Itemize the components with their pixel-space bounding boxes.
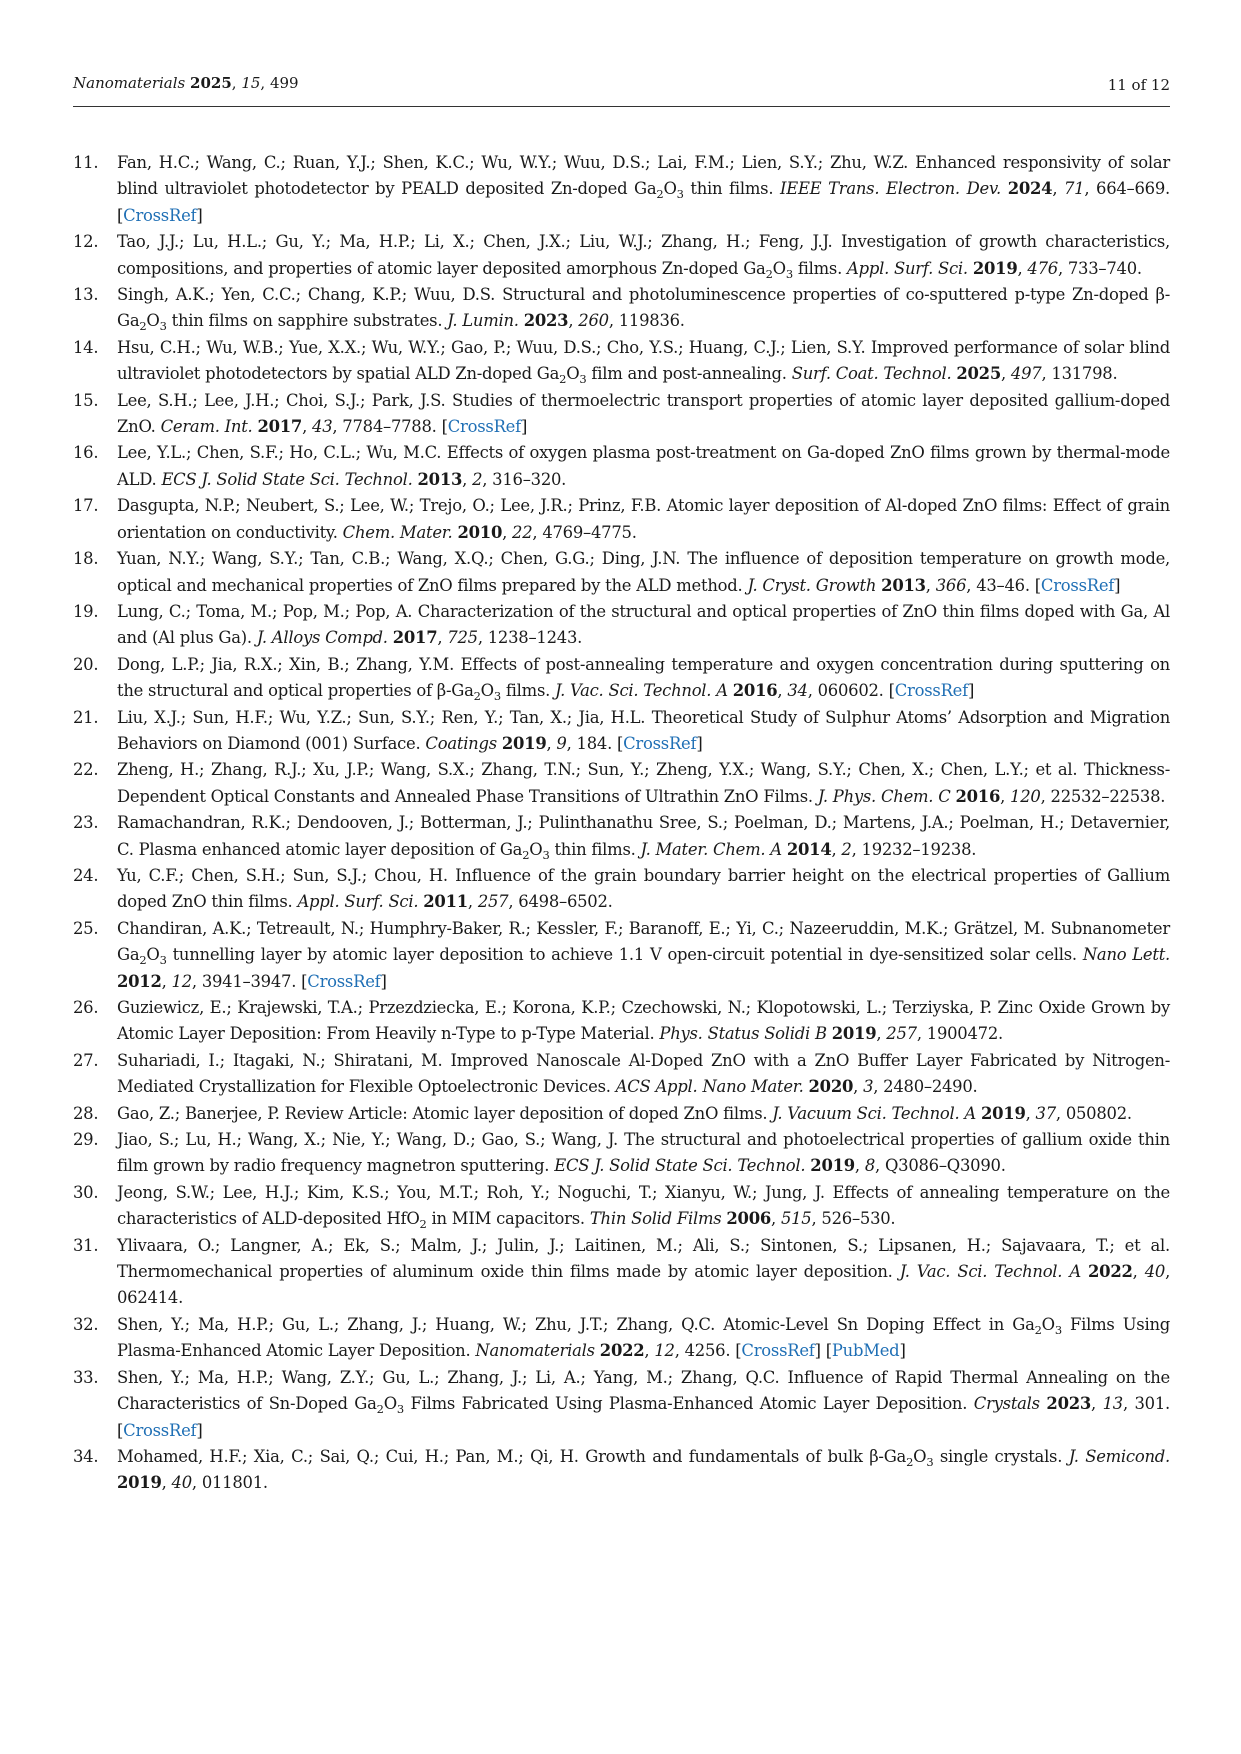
subscript: 3 bbox=[579, 372, 587, 387]
reference-text: Dasgupta, N.P.; Neubert, S.; Lee, W.; Trejo, O.; Lee, J.R.; Prinz, F.B. Atomic layer deposition of Al-doped ZnO films: Effect of grain orientation on conductivity. Chem. Mater. 2010, 22, 4769–4775. bbox=[117, 496, 1170, 542]
subscript: 2 bbox=[139, 319, 147, 334]
reference-journal: ECS J. Solid State Sci. Technol. bbox=[554, 1156, 806, 1176]
reference-authors: Zheng, H.; Zhang, R.J.; Xu, J.P.; Wang, S.X.; Zhang, T.N.; Sun, Y.; Zheng, Y.X.; Wang, S.Y.; Chen, X.; Chen, L.Y.; et al. bbox=[117, 760, 1078, 780]
reference-journal: J. Lumin. bbox=[447, 311, 519, 331]
reference-journal: ECS J. Solid State Sci. Technol. bbox=[161, 469, 413, 489]
reference-volume: 257 bbox=[477, 892, 509, 912]
reference-text: Suhariadi, I.; Itagaki, N.; Shiratani, M. Improved Nanoscale Al-Doped ZnO with a ZnO Buffer Layer Fabricated by Nitrogen-Mediated Crystallization for Flexible Optoelectronic Devices. ACS Appl. Nano Mater. 2020, 3, 2480–2490. bbox=[117, 1050, 1170, 1097]
reference-text: Shen, Y.; Ma, H.P.; Wang, Z.Y.; Gu, L.; Zhang, J.; Li, A.; Yang, M.; Zhang, Q.C. Influence of Rapid Thermal Annealing on the Characteristics of Sn-Doped $Ga_2O_3$ Films Fabricated Using Plasma-Enhanced Atomic Layer Deposition. Crystals 2023, 13, 301. [CrossRef] bbox=[117, 1367, 1170, 1440]
reference-journal: Nano Lett. bbox=[1082, 945, 1170, 965]
reference-number: 29. bbox=[73, 1130, 99, 1150]
reference-authors: Ylivaara, O.; Langner, A.; Ek, S.; Malm, J.; Julin, J.; Laitinen, M.; Ali, S.; Sintonen, S.; Lipsanen, H.; Sajavaara, T.; et al. bbox=[117, 1235, 1170, 1255]
reference-volume: 725 bbox=[447, 628, 478, 648]
reference-title: Structural and photoluminescence properties of co-sputtered p-type Zn-doped $\beta-Ga_2O_3$ thin films on sapphire substrates. bbox=[117, 285, 1170, 334]
reference-number: 30. bbox=[73, 1182, 99, 1202]
crossref-link[interactable]: CrossRef bbox=[123, 205, 197, 225]
reference-authors: Shen, Y.; Ma, H.P.; Wang, Z.Y.; Gu, L.; Zhang, J.; Li, A.; Yang, M.; Zhang, Q.C. bbox=[117, 1367, 780, 1387]
reference-pages: 4256. bbox=[684, 1341, 731, 1361]
reference-authors: Yu, C.F.; Chen, S.H.; Sun, S.J.; Chou, H. bbox=[117, 865, 448, 885]
reference-journal: ACS Appl. Nano Mater. bbox=[615, 1077, 804, 1097]
reference-year: 2019 bbox=[972, 258, 1018, 278]
reference-title: Atomic layer deposition of Al-doped ZnO films: Effect of grain orientation on conductivity. bbox=[117, 496, 1170, 542]
reference-year: 2006 bbox=[726, 1209, 772, 1229]
page-number: 11 of 12 bbox=[1107, 76, 1170, 94]
crossref-link[interactable]: CrossRef bbox=[123, 1420, 197, 1440]
subscript: 3 bbox=[396, 1402, 404, 1417]
reference-year: 2022 bbox=[599, 1341, 645, 1361]
reference-number: 19. bbox=[73, 601, 99, 621]
reference-number: 17. bbox=[73, 496, 99, 516]
journal-name: Nanomaterials bbox=[73, 74, 186, 92]
reference-pages: 1900472. bbox=[926, 1024, 1003, 1044]
subscript: 2 bbox=[376, 1402, 384, 1417]
reference-item bbox=[73, 1444, 1170, 1497]
reference-year: 2014 bbox=[786, 839, 832, 859]
reference-journal: Surf. Coat. Technol. bbox=[791, 364, 952, 384]
reference-list bbox=[73, 150, 1170, 1497]
reference-year: 2023 bbox=[523, 311, 569, 331]
reference-pages: Q3086–Q3090. bbox=[884, 1156, 1006, 1176]
reference-text: Ramachandran, R.K.; Dendooven, J.; Botterman, J.; Pulinthanathu Sree, S.; Poelman, D.; Martens, J.A.; Poelman, H.; Detavernier, C. Plasma enhanced atomic layer deposition of $Ga_2O_3$ thin films. J. Mater. Chem. A 2014, 2, 19232–19238. bbox=[117, 813, 1170, 862]
reference-title: Zinc Oxide Grown by Atomic Layer Deposition: From Heavily n-Type to p-Type Material. bbox=[117, 998, 1170, 1044]
subscript: 3 bbox=[785, 266, 793, 281]
reference-volume: 476 bbox=[1027, 258, 1058, 278]
reference-title: Enhanced responsivity of solar blind ultraviolet photodetector by PEALD deposited Zn-doped $Ga_2O_3$ thin films. bbox=[117, 153, 1170, 202]
reference-item bbox=[73, 1101, 1170, 1127]
reference-authors: Lee, Y.L.; Chen, S.F.; Ho, C.L.; Wu, M.C. bbox=[117, 443, 442, 463]
reference-authors: Singh, A.K.; Yen, C.C.; Chang, K.P.; Wuu, D.S. bbox=[117, 285, 496, 305]
reference-title: The influence of deposition temperature on growth mode, optical and mechanical properties of ZnO films prepared by the ALD method. bbox=[117, 549, 1170, 595]
reference-title: Effects of oxygen plasma post-treatment on Ga-doped ZnO films grown by thermal-mode ALD. bbox=[117, 443, 1171, 489]
reference-title: Thickness-Dependent Optical Constants and Annealed Phase Transitions of Ultrathin ZnO Films. bbox=[117, 760, 1170, 806]
reference-item bbox=[73, 1233, 1170, 1312]
reference-item bbox=[73, 282, 1170, 335]
reference-item bbox=[73, 493, 1170, 546]
reference-pages: 119836. bbox=[618, 311, 685, 331]
reference-text: Zheng, H.; Zhang, R.J.; Xu, J.P.; Wang, S.X.; Zhang, T.N.; Sun, Y.; Zheng, Y.X.; Wang, S.Y.; Chen, X.; Chen, L.Y.; et al. Thickness-Dependent Optical Constants and Annealed Phase Transitions of Ultrathin ZnO Films. J. Phys. Chem. C 2016, 120, 22532–22538. bbox=[117, 760, 1170, 806]
reference-number: 12. bbox=[73, 232, 99, 252]
reference-year: 2022 bbox=[1088, 1262, 1133, 1282]
reference-item bbox=[73, 810, 1170, 863]
reference-year: 2020 bbox=[808, 1077, 854, 1097]
reference-pages: 43–46. bbox=[976, 575, 1030, 595]
reference-year: 2019 bbox=[980, 1103, 1026, 1123]
reference-pages: 2480–2490. bbox=[883, 1077, 978, 1097]
reference-year: 2019 bbox=[810, 1156, 855, 1176]
reference-title: Review Article: Atomic layer deposition of doped ZnO films. bbox=[284, 1103, 768, 1123]
reference-year: 2012 bbox=[117, 971, 162, 991]
reference-pages: 131798. bbox=[1051, 364, 1118, 384]
reference-journal: J. Cryst. Growth bbox=[747, 575, 877, 595]
reference-volume: 43 bbox=[312, 417, 333, 437]
reference-pages: 301. bbox=[1134, 1394, 1170, 1414]
reference-number: 18. bbox=[73, 549, 99, 569]
reference-volume: 12 bbox=[654, 1341, 675, 1361]
crossref-link[interactable]: CrossRef bbox=[447, 417, 521, 437]
reference-number: 32. bbox=[73, 1314, 99, 1334]
subscript: 3 bbox=[493, 689, 501, 704]
reference-item bbox=[73, 705, 1170, 758]
reference-number: 21. bbox=[73, 707, 99, 727]
reference-authors: Jeong, S.W.; Lee, H.J.; Kim, K.S.; You, M.T.; Roh, Y.; Noguchi, T.; Xianyu, W.; Jung, J. bbox=[117, 1182, 825, 1202]
subscript: 2 bbox=[906, 1454, 914, 1469]
reference-authors: Ramachandran, R.K.; Dendooven, J.; Botterman, J.; Pulinthanathu Sree, S.; Poelman, D.; Martens, J.A.; Poelman, H.; Detavernier, C. bbox=[117, 813, 1170, 859]
crossref-link[interactable]: CrossRef bbox=[741, 1341, 815, 1361]
reference-number: 26. bbox=[73, 998, 99, 1017]
reference-volume: 515 bbox=[780, 1209, 812, 1229]
journal-volume: 15 bbox=[241, 74, 261, 92]
subscript: 3 bbox=[926, 1454, 934, 1469]
reference-volume: 34 bbox=[787, 681, 808, 701]
reference-authors: Fan, H.C.; Wang, C.; Ruan, Y.J.; Shen, K.C.; Wu, W.Y.; Wuu, D.S.; Lai, F.M.; Lien, S.Y.; Zhu, W.Z. bbox=[117, 153, 909, 172]
subscript: 2 bbox=[473, 689, 481, 704]
reference-authors: Hsu, C.H.; Wu, W.B.; Yue, X.X.; Wu, W.Y.; Gao, P.; Wuu, D.S.; Cho, Y.S.; Huang, C.J.; Lien, S.Y. bbox=[117, 337, 866, 357]
reference-item bbox=[73, 1312, 1170, 1365]
reference-number: 13. bbox=[73, 285, 99, 305]
reference-volume: 71 bbox=[1063, 179, 1085, 199]
reference-item bbox=[73, 916, 1170, 995]
reference-journal: Coatings bbox=[425, 733, 497, 753]
reference-journal: Ceram. Int. bbox=[160, 417, 253, 437]
reference-number: 25. bbox=[73, 918, 99, 938]
reference-journal: J. Vac. Sci. Technol. A bbox=[899, 1262, 1081, 1282]
reference-text: Guziewicz, E.; Krajewski, T.A.; Przezdziecka, E.; Korona, K.P.; Czechowski, N.; Klopotowski, L.; Terziyska, P. Zinc Oxide Grown by Atomic Layer Deposition: From Heavily n-Type to p-Type Material. Phys. Status Solidi B 2019, 257, 1900472. bbox=[117, 998, 1170, 1044]
reference-volume: 40 bbox=[1144, 1262, 1166, 1282]
reference-year: 2017 bbox=[257, 417, 303, 437]
reference-number: 34. bbox=[73, 1446, 99, 1466]
reference-number: 14. bbox=[73, 337, 99, 357]
reference-title: Growth and fundamentals of bulk $\beta-Ga_2O_3$ single crystals. bbox=[585, 1446, 1063, 1469]
reference-pages: 526–530. bbox=[821, 1209, 896, 1229]
reference-pages: 19232–19238. bbox=[861, 839, 977, 859]
reference-title: Theoretical Study of Sulphur Atoms’ Adsorption and Migration Behaviors on Diamond (001) Surface. bbox=[117, 707, 1170, 753]
reference-authors: Suhariadi, I.; Itagaki, N.; Shiratani, M. bbox=[117, 1050, 443, 1070]
reference-authors: Yuan, N.Y.; Wang, S.Y.; Tan, C.B.; Wang, X.Q.; Chen, G.G.; Ding, J.N. bbox=[117, 549, 681, 569]
reference-item bbox=[73, 335, 1170, 388]
subscript: 3 bbox=[542, 847, 550, 862]
reference-year: 2019 bbox=[117, 1473, 162, 1493]
reference-year: 2019 bbox=[501, 733, 547, 753]
reference-volume: 3 bbox=[863, 1077, 874, 1097]
reference-pages: 733–740. bbox=[1067, 258, 1142, 278]
reference-text: Tao, J.J.; Lu, H.L.; Gu, Y.; Ma, H.P.; Li, X.; Chen, J.X.; Liu, W.J.; Zhang, H.; Feng, J.J. Investigation of growth characteristics, compositions, and properties of atomic layer deposited amorphous Zn-doped $Ga_2O_3$ films. Appl. Surf. Sci. 2019, 476, 733–740. bbox=[117, 232, 1170, 281]
reference-item bbox=[73, 1365, 1170, 1444]
reference-pages: 184. bbox=[576, 733, 613, 753]
reference-text: Yuan, N.Y.; Wang, S.Y.; Tan, C.B.; Wang, X.Q.; Chen, G.G.; Ding, J.N. The influence of deposition temperature on growth mode, optical and mechanical properties of ZnO films prepared by the ALD method. J. Cryst. Growth 2013, 366, 43–46. [CrossRef] bbox=[117, 549, 1170, 595]
reference-text: Liu, X.J.; Sun, H.F.; Wu, Y.Z.; Sun, S.Y.; Ren, Y.; Tan, X.; Jia, H.L. Theoretical Study of Sulphur Atoms’ Adsorption and Migration Behaviors on Diamond (001) Surface. Coatings 2019, 9, 184. [CrossRef] bbox=[117, 707, 1170, 753]
subscript: 2 bbox=[522, 847, 530, 862]
reference-year: 2011 bbox=[423, 892, 468, 912]
subscript: 3 bbox=[159, 953, 167, 968]
reference-volume: 37 bbox=[1035, 1103, 1056, 1123]
reference-title: Thermomechanical properties of aluminum oxide thin films made by atomic layer deposition. bbox=[117, 1262, 893, 1282]
journal-year: 2025 bbox=[190, 74, 232, 92]
reference-year: 2016 bbox=[732, 681, 778, 701]
reference-journal: Appl. Surf. Sci. bbox=[297, 892, 419, 912]
reference-item bbox=[73, 388, 1170, 441]
subscript: 2 bbox=[419, 1217, 427, 1232]
reference-number: 11. bbox=[73, 153, 99, 172]
reference-text: Jeong, S.W.; Lee, H.J.; Kim, K.S.; You, M.T.; Roh, Y.; Noguchi, T.; Xianyu, W.; Jung, J. Effects of annealing temperature on the characteristics of ALD-deposited HfO$_2$ in MIM capacitors. Thin Solid Films 2006, 515, 526–530. bbox=[117, 1182, 1170, 1232]
reference-volume: 9 bbox=[556, 733, 567, 753]
reference-title: Studies of thermoelectric transport properties of atomic layer deposited gallium-doped ZnO. bbox=[117, 390, 1171, 437]
reference-title: Investigation of growth characteristics, compositions, and properties of atomic layer deposited amorphous Zn-doped $Ga_2O_3$ films. bbox=[117, 232, 1170, 281]
reference-authors: Chandiran, A.K.; Tetreault, N.; Humphry-Baker, R.; Kessler, F.; Baranoff, E.; Yi, C.; Nazeeruddin, M.K.; Grätzel, M. bbox=[117, 918, 1046, 938]
crossref-link[interactable]: CrossRef bbox=[307, 971, 381, 991]
reference-number: 27. bbox=[73, 1050, 99, 1070]
reference-number: 15. bbox=[73, 390, 99, 410]
reference-number: 33. bbox=[73, 1367, 99, 1387]
reference-authors: Gao, Z.; Banerjee, P. bbox=[117, 1103, 280, 1123]
reference-journal: Thin Solid Films bbox=[589, 1209, 722, 1229]
running-header bbox=[73, 70, 1170, 107]
reference-year: 2019 bbox=[831, 1024, 877, 1044]
reference-number: 20. bbox=[73, 654, 99, 674]
reference-text: Mohamed, H.F.; Xia, C.; Sai, Q.; Cui, H.; Pan, M.; Qi, H. Growth and fundamentals of bulk $\beta-Ga_2O_3$ single crystals. J. Semicond. 2019, 40, 011801. bbox=[117, 1446, 1170, 1493]
reference-journal: Phys. Status Solidi B bbox=[659, 1024, 827, 1044]
reference-authors: Lung, C.; Toma, M.; Pop, M.; Pop, A. bbox=[117, 601, 413, 621]
reference-pages: 062414. bbox=[117, 1288, 184, 1308]
reference-item bbox=[73, 995, 1170, 1048]
reference-pages: 6498–6502. bbox=[518, 892, 613, 912]
reference-text: Dong, L.P.; Jia, R.X.; Xin, B.; Zhang, Y.M. Effects of post-annealing temperature and oxygen concentration during sputtering on the structural and optical properties of $\beta-Ga_2O_3$ films. J. Vac. Sci. Technol. A 2016, 34, 060602. [CrossRef] bbox=[117, 654, 1170, 704]
reference-volume: 366 bbox=[935, 575, 967, 595]
reference-text: Shen, Y.; Ma, H.P.; Gu, L.; Zhang, J.; Huang, W.; Zhu, J.T.; Zhang, Q.C. Atomic-Level Sn Doping Effect in $Ga_2O_3$ Films Using Plasma-Enhanced Atomic Layer Deposition. Nanomaterials 2022, 12, 4256. [CrossRef] [PubMed] bbox=[117, 1314, 1170, 1361]
reference-title: Atomic-Level Sn Doping Effect in $Ga_2O_3$ Films Using Plasma-Enhanced Atomic Layer Deposition. bbox=[117, 1314, 1170, 1361]
reference-title: Subnanometer $Ga_2O_3$ tunnelling layer by atomic layer deposition to achieve 1.1 V open-circuit potential in dye-sensitized solar cells. bbox=[117, 918, 1170, 968]
reference-text: Lee, S.H.; Lee, J.H.; Choi, S.J.; Park, J.S. Studies of thermoelectric transport properties of atomic layer deposited gallium-doped ZnO. Ceram. Int. 2017, 43, 7784–7788. [CrossRef] bbox=[117, 390, 1171, 437]
reference-title: Improved performance of solar blind ultraviolet photodetectors by spatial ALD Zn-doped $Ga_2O_3$ film and post-annealing. bbox=[117, 337, 1171, 387]
reference-item bbox=[73, 652, 1170, 705]
reference-pages: 22532–22538. bbox=[1050, 786, 1166, 806]
reference-number: 31. bbox=[73, 1235, 99, 1255]
reference-item bbox=[73, 440, 1170, 493]
reference-number: 24. bbox=[73, 865, 99, 885]
subscript: 3 bbox=[159, 319, 167, 334]
subscript: 2 bbox=[765, 266, 773, 281]
reference-year: 2013 bbox=[881, 575, 926, 595]
reference-authors: Mohamed, H.F.; Xia, C.; Sai, Q.; Cui, H.; Pan, M.; Qi, H. bbox=[117, 1446, 579, 1466]
reference-year: 2023 bbox=[1046, 1394, 1092, 1414]
reference-number: 16. bbox=[73, 443, 99, 463]
reference-pages: 060602. bbox=[817, 681, 884, 701]
reference-journal: IEEE Trans. Electron. Dev. bbox=[780, 179, 1001, 199]
reference-journal: J. Vacuum Sci. Technol. A bbox=[772, 1103, 977, 1123]
reference-item bbox=[73, 1180, 1170, 1233]
reference-text: Lee, Y.L.; Chen, S.F.; Ho, C.L.; Wu, M.C. Effects of oxygen plasma post-treatment on Ga-doped ZnO films grown by thermal-mode ALD. ECS J. Solid State Sci. Technol. 2013, 2, 316–320. bbox=[117, 443, 1171, 489]
reference-authors: Dong, L.P.; Jia, R.X.; Xin, B.; Zhang, Y.M. bbox=[117, 654, 455, 674]
reference-number: 23. bbox=[73, 813, 99, 833]
reference-number: 28. bbox=[73, 1103, 99, 1123]
reference-item bbox=[73, 1127, 1170, 1180]
reference-item bbox=[73, 1048, 1170, 1101]
reference-number: 22. bbox=[73, 760, 99, 780]
reference-pages: 011801. bbox=[201, 1473, 268, 1493]
crossref-link[interactable]: CrossRef bbox=[1040, 575, 1115, 595]
reference-volume: 13 bbox=[1102, 1394, 1123, 1414]
reference-title: Effects of annealing temperature on the characteristics of ALD-deposited HfO$_2$ in MIM capacitors. bbox=[117, 1182, 1170, 1232]
subscript: 2 bbox=[1034, 1322, 1042, 1337]
crossref-link[interactable]: CrossRef bbox=[894, 681, 968, 701]
reference-volume: 2 bbox=[841, 839, 852, 859]
reference-text: Jiao, S.; Lu, H.; Wang, X.; Nie, Y.; Wang, D.; Gao, S.; Wang, J. The structural and photoelectrical properties of gallium oxide thin film grown by radio frequency magnetron sputtering. ECS J. Solid State Sci. Technol. 2019, 8, Q3086–Q3090. bbox=[117, 1130, 1170, 1176]
subscript: 2 bbox=[656, 187, 664, 202]
reference-year: 2024 bbox=[1007, 179, 1053, 199]
reference-title: Characterization of the structural and optical properties of ZnO thin films doped with Ga, Al and (Al plus Ga). bbox=[117, 601, 1170, 648]
reference-title: The structural and photoelectrical properties of gallium oxide thin film grown by radio frequency magnetron sputtering. bbox=[117, 1130, 1170, 1176]
reference-journal: J. Alloys Compd. bbox=[256, 628, 388, 648]
reference-authors: Tao, J.J.; Lu, H.L.; Gu, Y.; Ma, H.P.; Li, X.; Chen, J.X.; Liu, W.J.; Zhang, H.; Feng, J.J. bbox=[117, 232, 833, 252]
reference-year: 2010 bbox=[457, 522, 503, 542]
crossref-link[interactable]: CrossRef bbox=[623, 733, 697, 753]
reference-title: Influence of Rapid Thermal Annealing on the Characteristics of Sn-Doped $Ga_2O_3$ Films Fabricated Using Plasma-Enhanced Atomic Layer Deposition. bbox=[117, 1367, 1170, 1417]
reference-year: 2016 bbox=[955, 786, 1001, 806]
reference-year: 2017 bbox=[392, 628, 438, 648]
journal-citation: Nanomaterials 2025, 15, 499 bbox=[73, 74, 299, 92]
reference-item bbox=[73, 599, 1170, 652]
reference-text: Fan, H.C.; Wang, C.; Ruan, Y.J.; Shen, K.C.; Wu, W.Y.; Wuu, D.S.; Lai, F.M.; Lien, S.Y.; Zhu, W.Z. Enhanced responsivity of solar blind ultraviolet photodetector by PEALD deposited Zn-doped $Ga_2O_3$ thin films. IEEE Trans. Electron. Dev. 2024, 71, 664–669. [CrossRef] bbox=[117, 153, 1170, 225]
reference-title: Plasma enhanced atomic layer deposition of $Ga_2O_3$ thin films. bbox=[138, 839, 636, 862]
reference-journal: Chem. Mater. bbox=[342, 522, 453, 542]
reference-authors: Shen, Y.; Ma, H.P.; Gu, L.; Zhang, J.; Huang, W.; Zhu, J.T.; Zhang, Q.C. bbox=[117, 1314, 716, 1334]
reference-title: Effects of post-annealing temperature and oxygen concentration during sputtering on the structural and optical properties of $\beta-Ga_2O_3$ films. bbox=[117, 654, 1170, 704]
subscript: 2 bbox=[559, 372, 567, 387]
reference-item bbox=[73, 150, 1170, 229]
reference-authors: Guziewicz, E.; Krajewski, T.A.; Przezdziecka, E.; Korona, K.P.; Czechowski, N.; Klopotowski, L.; Terziyska, P. bbox=[117, 998, 992, 1017]
reference-text: Lung, C.; Toma, M.; Pop, M.; Pop, A. Characterization of the structural and optical properties of ZnO thin films doped with Ga, Al and (Al plus Ga). J. Alloys Compd. 2017, 725, 1238–1243. bbox=[117, 601, 1170, 648]
reference-item bbox=[73, 757, 1170, 810]
reference-year: 2013 bbox=[417, 469, 463, 489]
reference-year: 2025 bbox=[956, 364, 1001, 384]
subscript: 3 bbox=[1054, 1322, 1062, 1337]
reference-title: Improved Nanoscale Al-Doped ZnO with a ZnO Buffer Layer Fabricated by Nitrogen-Mediated Crystallization for Flexible Optoelectronic Devices. bbox=[117, 1050, 1170, 1097]
reference-item bbox=[73, 546, 1170, 599]
reference-volume: 260 bbox=[578, 311, 609, 331]
reference-text: Chandiran, A.K.; Tetreault, N.; Humphry-Baker, R.; Kessler, F.; Baranoff, E.; Yi, C.; Nazeeruddin, M.K.; Grätzel, M. Subnanometer $Ga_2O_3$ tunnelling layer by atomic layer deposition to achieve 1.1 V open-circuit potential in dye-sensitized solar cells. Nano Lett. 2012, 12, 3941–3947. [CrossRef] bbox=[117, 918, 1170, 991]
reference-journal: Nanomaterials bbox=[475, 1341, 595, 1361]
reference-volume: 8 bbox=[864, 1156, 876, 1176]
reference-journal: Appl. Surf. Sci. bbox=[847, 258, 968, 278]
reference-volume: 2 bbox=[472, 469, 483, 489]
reference-journal: J. Semicond. bbox=[1068, 1446, 1170, 1466]
reference-text: Singh, A.K.; Yen, C.C.; Chang, K.P.; Wuu, D.S. Structural and photoluminescence properties of co-sputtered p-type Zn-doped $\beta-Ga_2O_3$ thin films on sapphire substrates. J. Lumin. 2023, 260, 119836. bbox=[117, 285, 1170, 334]
article-number: 499 bbox=[269, 74, 299, 92]
reference-volume: 120 bbox=[1010, 786, 1041, 806]
subscript: 3 bbox=[676, 187, 684, 202]
pubmed-link[interactable]: PubMed bbox=[831, 1341, 900, 1361]
reference-authors: Liu, X.J.; Sun, H.F.; Wu, Y.Z.; Sun, S.Y.; Ren, Y.; Tan, X.; Jia, H.L. bbox=[117, 707, 646, 727]
reference-text: Ylivaara, O.; Langner, A.; Ek, S.; Malm, J.; Julin, J.; Laitinen, M.; Ali, S.; Sintonen, S.; Lipsanen, H.; Sajavaara, T.; et al. Thermomechanical properties of aluminum oxide thin films made by atomic layer deposition. J. Vac. Sci. Technol. A 2022, 40, 062414. bbox=[117, 1235, 1171, 1308]
reference-volume: 22 bbox=[512, 522, 533, 542]
reference-title: Influence of the grain boundary barrier height on the electrical properties of Gallium doped ZnO thin films. bbox=[117, 865, 1171, 912]
reference-text: Gao, Z.; Banerjee, P. Review Article: Atomic layer deposition of doped ZnO films. J. Vacuum Sci. Technol. A 2019, 37, 050802. bbox=[117, 1103, 1132, 1123]
reference-pages: 316–320. bbox=[492, 469, 567, 489]
reference-text: Yu, C.F.; Chen, S.H.; Sun, S.J.; Chou, H. Influence of the grain boundary barrier height on the electrical properties of Gallium doped ZnO thin films. Appl. Surf. Sci. 2011, 257, 6498–6502. bbox=[117, 865, 1171, 912]
subscript: 2 bbox=[139, 953, 147, 968]
reference-volume: 497 bbox=[1010, 364, 1042, 384]
reference-volume: 12 bbox=[171, 971, 192, 991]
reference-item bbox=[73, 229, 1170, 282]
reference-journal: J. Mater. Chem. A bbox=[640, 839, 782, 859]
reference-authors: Dasgupta, N.P.; Neubert, S.; Lee, W.; Trejo, O.; Lee, J.R.; Prinz, F.B. bbox=[117, 496, 662, 516]
reference-text: Hsu, C.H.; Wu, W.B.; Yue, X.X.; Wu, W.Y.; Gao, P.; Wuu, D.S.; Cho, Y.S.; Huang, C.J.; Lien, S.Y. Improved performance of solar blind ultraviolet photodetectors by spatial ALD Zn-doped $Ga_2O_3$ film and post-annealing. Surf. Coat. Technol. 2025, 497, 131798. bbox=[117, 337, 1171, 387]
reference-volume: 257 bbox=[886, 1024, 917, 1044]
reference-pages: 664–669. bbox=[1096, 179, 1170, 199]
reference-authors: Jiao, S.; Lu, H.; Wang, X.; Nie, Y.; Wang, D.; Gao, S.; Wang, J. bbox=[117, 1130, 618, 1150]
reference-pages: 050802. bbox=[1065, 1103, 1132, 1123]
reference-item bbox=[73, 863, 1170, 916]
reference-authors: Lee, S.H.; Lee, J.H.; Choi, S.J.; Park, J.S. bbox=[117, 390, 446, 410]
reference-pages: 4769–4775. bbox=[542, 522, 637, 542]
reference-pages: 7784–7788. bbox=[342, 417, 437, 437]
reference-pages: 1238–1243. bbox=[487, 628, 583, 648]
reference-journal: J. Phys. Chem. C bbox=[817, 786, 951, 806]
reference-journal: Crystals bbox=[973, 1394, 1040, 1414]
reference-pages: 3941–3947. bbox=[201, 971, 297, 991]
reference-journal: J. Vac. Sci. Technol. A bbox=[555, 681, 728, 701]
reference-volume: 40 bbox=[171, 1473, 192, 1493]
